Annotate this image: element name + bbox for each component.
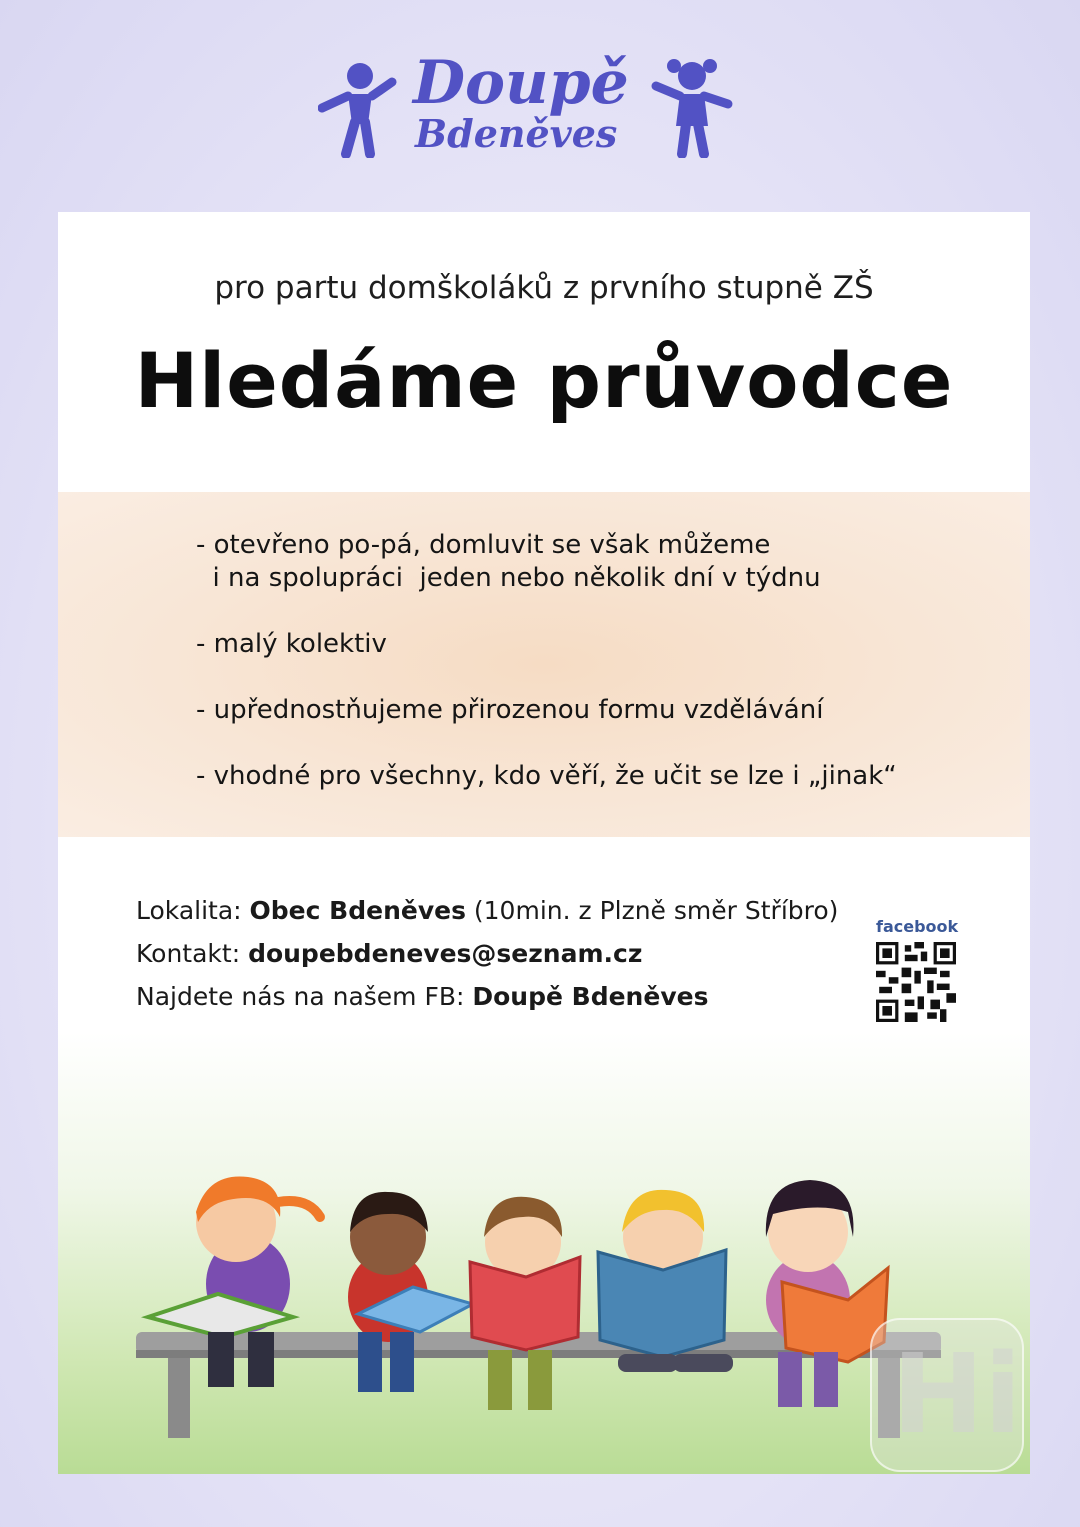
location-note: (10min. z Plzně směr Stříbro) xyxy=(465,896,839,925)
headline: Hledáme průvodce xyxy=(134,336,954,425)
qr-label: facebook xyxy=(876,917,959,936)
contact-line xyxy=(136,939,642,968)
logo-subtitle: Bdeněves xyxy=(415,111,618,156)
facebook-label: Najdete nás na našem FB: xyxy=(136,982,473,1011)
benefit-item: - otevřeno po-pá, domluvit se však můžeme xyxy=(196,530,771,560)
watermark-text: Hi xyxy=(892,1330,1022,1458)
facebook-line xyxy=(136,982,708,1011)
location-label: Lokalita: xyxy=(136,896,250,925)
logo xyxy=(318,48,738,163)
contact-email[interactable]: doupebdeneves@seznam.cz xyxy=(248,939,643,968)
poster-card xyxy=(58,212,1030,1474)
watermark-badge xyxy=(870,1318,1024,1472)
girl-figure-icon xyxy=(650,54,734,158)
boy-figure-icon xyxy=(318,58,398,158)
facebook-page-name: Doupě Bdeněves xyxy=(472,982,709,1011)
subtitle: pro partu domškoláků z prvního stupně ZŠ xyxy=(214,270,874,306)
benefit-item: i na spolupráci jeden nebo několik dní v týdnu xyxy=(196,563,821,593)
benefit-item: - upřednostňujeme přirozenou formu vzdělávání xyxy=(196,695,824,725)
benefit-item: - malý kolektiv xyxy=(196,629,387,659)
contact-label: Kontakt: xyxy=(136,939,249,968)
logo-title: Doupě xyxy=(413,48,629,118)
benefit-item: - vhodné pro všechny, kdo věří, že učit se lze i „jinak“ xyxy=(196,761,897,791)
benefits-panel xyxy=(58,492,1030,837)
location-line xyxy=(136,896,838,925)
location-value: Obec Bdeněves xyxy=(249,896,466,925)
qr-code-icon[interactable] xyxy=(876,942,956,1022)
